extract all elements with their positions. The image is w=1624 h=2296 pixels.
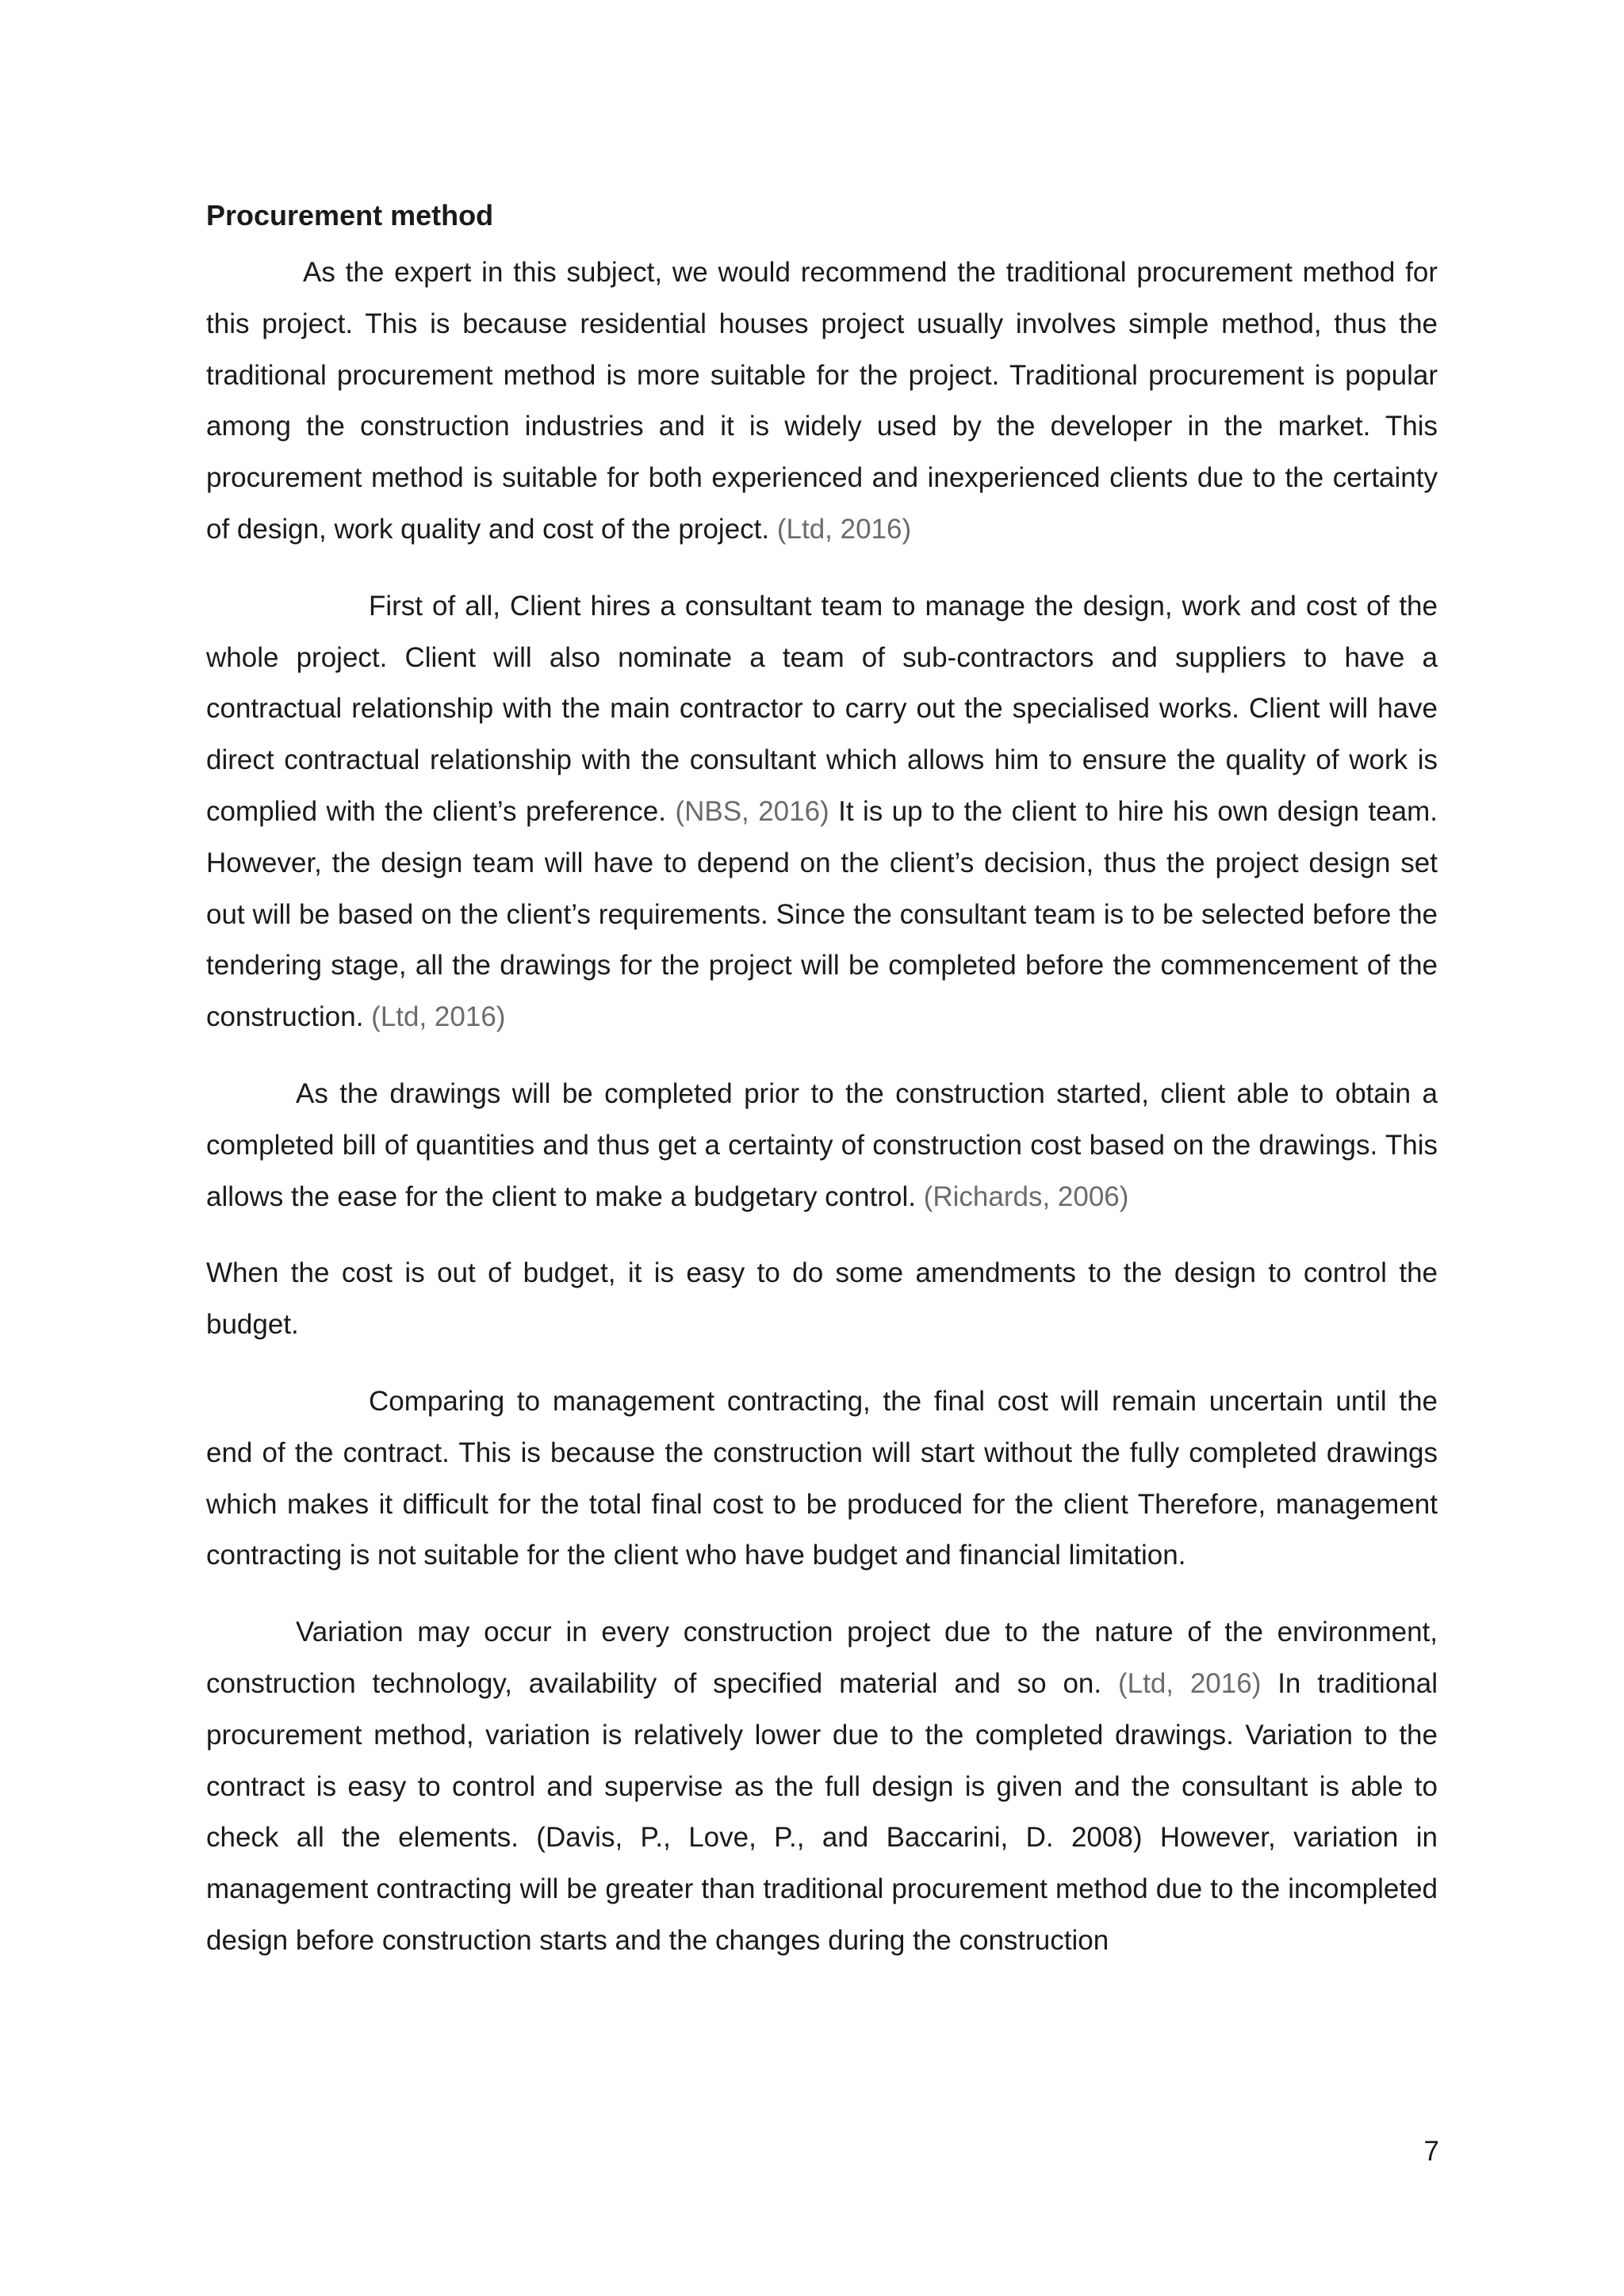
paragraph-management-contracting bbox=[206, 1376, 1438, 1582]
paragraph-budget bbox=[206, 1248, 1438, 1351]
paragraph-text: When the cost is out of budget, it is easy to do some amendments to the design to control the budget. bbox=[206, 1257, 1438, 1341]
citation: (Richards, 2006) bbox=[923, 1181, 1129, 1212]
citation: (NBS, 2016) bbox=[675, 795, 829, 827]
paragraph-text: In traditional procurement method, variation is relatively lower due to the completed drawings. Variation to the contract is easy to control and supervise as the full design is given and the consultant is able to check all the elements. (Davis, P., Love, P., and Baccarini, D. 2008) However, variation in management contracting will be greater than traditional procurement method due to the incompleted design before construction starts and the changes during the construction bbox=[206, 1667, 1438, 1956]
paragraph-text: Comparing to management contracting, the final cost will remain uncertain until the end of the contract. This is because the construction will start without the fully completed drawings which makes it difficult for the total final cost to be produced for the client Therefore, management contracting is not suitable for the client who have budget and financial limitation. bbox=[206, 1385, 1438, 1571]
section-heading: Procurement method bbox=[206, 199, 494, 232]
paragraph-drawings bbox=[206, 1069, 1438, 1223]
paragraph-gap bbox=[206, 1043, 1438, 1069]
paragraph-text: As the expert in this subject, we would recommend the traditional procurement method for this project. This is because residential houses project usually involves simple method, thus the traditional procurement method is more suitable for the project. Traditional procurement is popular among the construction industries and it is widely used by the developer in the market. This procurement method is suitable for both experienced and inexperienced clients due to the certainty of design, work quality and cost of the project. bbox=[206, 257, 1438, 545]
page-number: 7 bbox=[1423, 2136, 1439, 2167]
paragraph-variation bbox=[206, 1607, 1438, 1967]
paragraph-gap bbox=[206, 1223, 1438, 1248]
citation: (Ltd, 2016) bbox=[776, 513, 912, 545]
document-page bbox=[206, 190, 1438, 1967]
paragraph-gap bbox=[206, 556, 1438, 581]
paragraph-text: As the drawings will be completed prior to the construction started, client able to obtain a completed bill of quantities and thus get a certainty of construction cost based on the drawings. This allows the ease for the client to make a budgetary control. bbox=[206, 1077, 1438, 1212]
paragraph-gap bbox=[206, 1582, 1438, 1607]
paragraph-consultant-team bbox=[206, 581, 1438, 1043]
paragraph-text: First of all, Client hires a consultant team to manage the design, work and cost of the whole project. Client will also nominate a team of sub-contractors and suppliers to have a contractual relationship with the main contractor to carry out the specialised works. Client will have direct contractual relationship with the consultant which allows him to ensure the quality of work is complied with the client’s preference. bbox=[206, 590, 1438, 827]
paragraph-text: Variation may occur in every construction project due to the nature of the environment, construction technology, availability of specified material and so on. bbox=[206, 1617, 1438, 1699]
paragraph-gap bbox=[206, 1351, 1438, 1376]
paragraph-recommendation bbox=[206, 247, 1438, 556]
paragraph-text: It is up to the client to hire his own design team. However, the design team will have to depend on the client’s decision, thus the project design set out will be based on the client’s requirements. Since the consultant team is to be selected before the tendering stage, all the drawings for the project will be completed before the commencement of the construction. bbox=[206, 795, 1438, 1033]
citation: (Ltd, 2016) bbox=[371, 1001, 506, 1033]
citation: (Ltd, 2016) bbox=[1117, 1667, 1262, 1699]
